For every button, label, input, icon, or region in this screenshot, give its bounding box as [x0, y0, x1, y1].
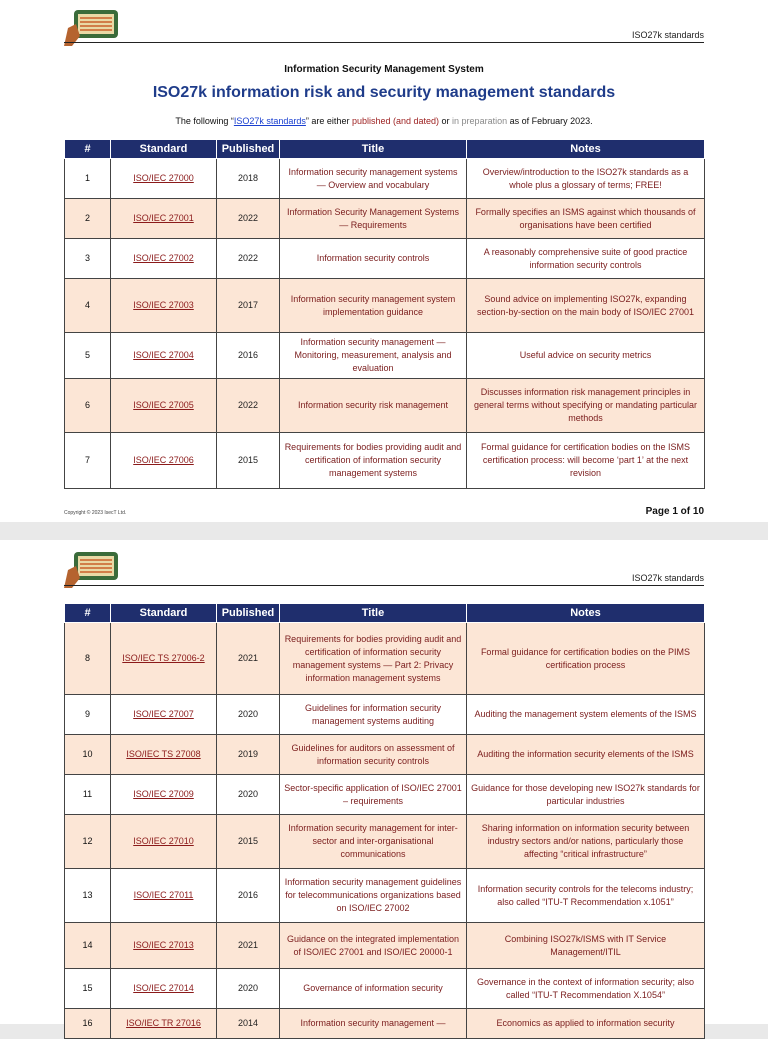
table-row — [65, 279, 705, 333]
table-header — [65, 140, 705, 159]
row-notes: Governance in the context of information security; also called “ITU-T Recommendation X.1054” — [467, 969, 705, 1009]
header-rule — [64, 42, 704, 43]
row-num: 15 — [65, 969, 111, 1009]
standard-link[interactable]: ISO/IEC TR 27016 — [126, 1018, 201, 1028]
row-published: 2020 — [217, 969, 280, 1009]
standard-link[interactable]: ISO/IEC 27011 — [133, 890, 194, 900]
header-label: ISO27k standards — [631, 573, 704, 583]
table-header — [65, 604, 705, 623]
row-num: 4 — [65, 279, 111, 333]
table-row — [65, 239, 705, 279]
row-title: Guidance on the integrated implementation of ISO/IEC 27001 and ISO/IEC 20000-1 — [280, 923, 467, 969]
standard-link[interactable]: ISO/IEC TS 27006-2 — [122, 653, 205, 663]
standard-link[interactable]: ISO/IEC 27000 — [133, 173, 194, 183]
row-notes: Formally specifies an ISMS against which thousands of organisations have been certified — [467, 199, 705, 239]
standard-link[interactable]: ISO/IEC 27013 — [133, 940, 194, 950]
row-title: Information security management — — [280, 1009, 467, 1039]
row-published: 2018 — [217, 159, 280, 199]
standard-link[interactable]: ISO/IEC 27003 — [133, 300, 194, 310]
table-row — [65, 735, 705, 775]
row-published: 2020 — [217, 695, 280, 735]
row-published: 2015 — [217, 433, 280, 489]
row-title: Information security management guidelines for telecommunications organizations based on ISO/IEC 27002 — [280, 869, 467, 923]
preparation-legend: in preparation — [452, 116, 508, 126]
row-num: 14 — [65, 923, 111, 969]
standards-table-page2 — [64, 603, 705, 1039]
row-num: 6 — [65, 379, 111, 433]
row-title: Information security management systems — Overview and vocabulary — [280, 159, 467, 199]
table-row — [65, 775, 705, 815]
standard-link[interactable]: ISO/IEC 27009 — [133, 789, 194, 799]
standard-link[interactable]: ISO/IEC 27002 — [133, 253, 194, 263]
intro-text — [64, 116, 704, 126]
row-published: 2022 — [217, 199, 280, 239]
row-published: 2014 — [217, 1009, 280, 1039]
row-title: Governance of information security — [280, 969, 467, 1009]
row-num: 11 — [65, 775, 111, 815]
doc-title: ISO27k information risk and security management standards — [152, 84, 616, 101]
col-num: # — [65, 140, 111, 159]
standard-link[interactable]: ISO/IEC 27006 — [133, 455, 194, 465]
row-title: Information security controls — [280, 239, 467, 279]
row-num: 13 — [65, 869, 111, 923]
table-row — [65, 695, 705, 735]
row-published: 2019 — [217, 735, 280, 775]
row-published: 2016 — [217, 869, 280, 923]
col-notes: Notes — [467, 604, 705, 623]
table-row — [65, 159, 705, 199]
col-published: Published — [217, 140, 280, 159]
intro-suffix: as of February 2023. — [507, 116, 593, 126]
table-row — [65, 815, 705, 869]
row-num: 10 — [65, 735, 111, 775]
row-num: 1 — [65, 159, 111, 199]
isect-logo — [62, 548, 122, 588]
table-row — [65, 199, 705, 239]
row-num: 12 — [65, 815, 111, 869]
row-notes: Combining ISO27k/ISMS with IT Service Management/ITIL — [467, 923, 705, 969]
row-title: Requirements for bodies providing audit and certification of information security management systems — Part 2: Privacy information management systems — [280, 623, 467, 695]
col-notes: Notes — [467, 140, 705, 159]
table-row — [65, 623, 705, 695]
intro-prefix: The following “ — [175, 116, 234, 126]
row-notes: Formal guidance for certification bodies on the PIMS certification process — [467, 623, 705, 695]
col-title: Title — [280, 604, 467, 623]
row-published: 2022 — [217, 379, 280, 433]
doc-kicker: Information Security Management System — [284, 64, 484, 75]
standard-link[interactable]: ISO/IEC TS 27008 — [126, 749, 201, 759]
intro-mid: ” are either — [305, 116, 352, 126]
row-title: Requirements for bodies providing audit and certification of information security management systems — [280, 433, 467, 489]
row-title: Guidelines for information security management systems auditing — [280, 695, 467, 735]
col-standard: Standard — [111, 140, 217, 159]
row-title: Information Security Management Systems — Requirements — [280, 199, 467, 239]
copyright: Copyright © 2023 IsecT Ltd. — [64, 510, 127, 516]
col-published: Published — [217, 604, 280, 623]
row-notes: Sound advice on implementing ISO27k, expanding section-by-section on the main body of ISO/IEC 27001 — [467, 279, 705, 333]
standard-link[interactable]: ISO/IEC 27004 — [133, 350, 194, 360]
standard-link[interactable]: ISO/IEC 27007 — [133, 709, 194, 719]
row-num: 5 — [65, 333, 111, 379]
row-num: 9 — [65, 695, 111, 735]
row-num: 7 — [65, 433, 111, 489]
row-num: 3 — [65, 239, 111, 279]
row-title: Information security management for inter-sector and inter-organisational communications — [280, 815, 467, 869]
row-title: Information security management system implementation guidance — [280, 279, 467, 333]
row-notes: Auditing the information security elements of the ISMS — [467, 735, 705, 775]
row-notes: Discusses information risk management principles in general terms without specifying or mandating particular methods — [467, 379, 705, 433]
row-published: 2022 — [217, 239, 280, 279]
row-published: 2016 — [217, 333, 280, 379]
row-notes: Information security controls for the telecoms industry; also called “ITU-T Recommendation x.1051” — [467, 869, 705, 923]
row-published: 2020 — [217, 775, 280, 815]
table-row — [65, 869, 705, 923]
row-num: 2 — [65, 199, 111, 239]
header-label: ISO27k standards — [631, 30, 704, 40]
col-standard: Standard — [111, 604, 217, 623]
table-row — [65, 923, 705, 969]
row-title: Information security risk management — [280, 379, 467, 433]
row-title: Information security management — Monitoring, measurement, analysis and evaluation — [280, 333, 467, 379]
row-notes: Guidance for those developing new ISO27k standards for particular industries — [467, 775, 705, 815]
published-legend: published (and dated) — [351, 116, 440, 126]
row-notes: Sharing information on information security between industry sectors and/or nations, particularly those affecting “critical infrastructure” — [467, 815, 705, 869]
row-published: 2021 — [217, 923, 280, 969]
row-notes: Auditing the management system elements of the ISMS — [467, 695, 705, 735]
row-title: Sector-specific application of ISO/IEC 27001 – requirements — [280, 775, 467, 815]
standard-link[interactable]: ISO/IEC 27005 — [133, 400, 194, 410]
row-notes: Overview/introduction to the ISO27k standards as a whole plus a glossary of terms; FREE! — [467, 159, 705, 199]
iso27k-standards-link[interactable]: ISO27k standards — [233, 116, 306, 126]
row-published: 2017 — [217, 279, 280, 333]
header-rule — [64, 585, 704, 586]
col-title: Title — [280, 140, 467, 159]
intro-or: or — [439, 116, 453, 126]
page-2 — [0, 540, 768, 1028]
table-row — [65, 333, 705, 379]
standards-table-page1 — [64, 139, 705, 489]
row-published: 2015 — [217, 815, 280, 869]
table-row — [65, 379, 705, 433]
table-row — [65, 433, 705, 489]
row-num: 16 — [65, 1009, 111, 1039]
standard-link[interactable]: ISO/IEC 27001 — [133, 213, 194, 223]
row-title: Guidelines for auditors on assessment of information security controls — [280, 735, 467, 775]
row-notes: Formal guidance for certification bodies on the ISMS certification process: will become ‘part 1’ at the next revision — [467, 433, 705, 489]
row-notes: Useful advice on security metrics — [467, 333, 705, 379]
page-number: Page 1 of 10 — [645, 506, 704, 517]
row-published: 2021 — [217, 623, 280, 695]
row-notes: Economics as applied to information security — [467, 1009, 705, 1039]
isect-logo — [62, 6, 122, 46]
table-row — [65, 969, 705, 1009]
row-num: 8 — [65, 623, 111, 695]
row-notes: A reasonably comprehensive suite of good practice information security controls — [467, 239, 705, 279]
standard-link[interactable]: ISO/IEC 27014 — [133, 983, 194, 993]
standard-link[interactable]: ISO/IEC 27010 — [133, 836, 194, 846]
col-num: # — [65, 604, 111, 623]
